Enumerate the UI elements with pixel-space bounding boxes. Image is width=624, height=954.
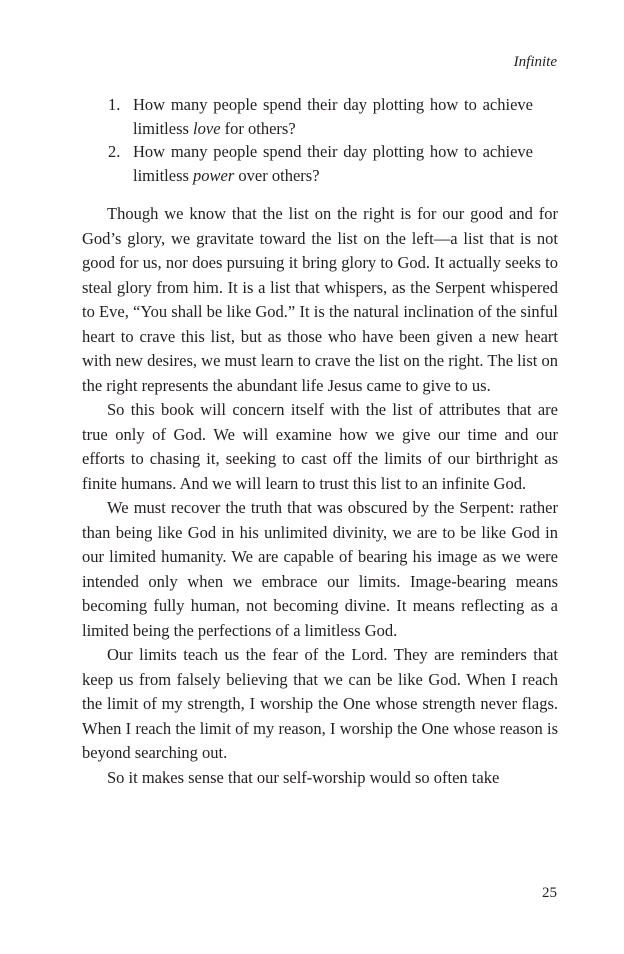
list-item [108, 93, 533, 140]
list-number: 1. [108, 95, 121, 114]
emphasis-text: power [193, 165, 235, 185]
list-item [108, 140, 533, 187]
question-list [108, 93, 533, 187]
list-text: How many people spend their day plotting how to achieve limitless power over others? [133, 142, 533, 185]
list-number: 2. [108, 142, 121, 161]
paragraph: Our limits teach us the fear of the Lord. They are reminders that keep us from falsely believing that we can be like God. When I reach the limit of my strength, I worship the One whose strength never flags. When I reach the limit of my reason, I worship the One whose reason is beyond searching out. [82, 645, 558, 762]
paragraph: Though we know that the list on the right is for our good and for God’s glory, we gravitate toward the list on the left—a list that is not good for us, nor does pursuing it bring glory to God. It actually seeks to steal glory from him. It is a list that whispers, as the Serpent whispered to Eve, “You shall be like God.” It is the natural inclination of the sinful heart to crave this list, but as those who have been given a new heart with new desires, we must learn to crave the list on the right. The list on the right represents the abundant life Jesus came to give to us. [82, 204, 558, 395]
emphasis-text: love [193, 118, 221, 138]
paragraph: We must recover the truth that was obscured by the Serpent: rather than being like God in his unlimited divinity, we are to be like God in our limited humanity. We are capable of bearing his image as we were intended only when we embrace our limits. Image-bearing means becoming fully human, not becoming divine. It means reflecting as a limited being the perfections of a limitless God. [82, 498, 558, 640]
body-text [82, 202, 558, 790]
running-head: Infinite [513, 54, 557, 70]
paragraph: So it makes sense that our self-worship would so often take [107, 767, 500, 787]
paragraph: So this book will concern itself with the list of attributes that are true only of God. We will examine how we give our time and our efforts to chasing it, seeking to cast off the limits of our birthright as finite humans. And we will learn to trust this list to an infinite God. [82, 400, 558, 493]
page-number: 25 [542, 885, 557, 901]
list-text: How many people spend their day plotting how to achieve limitless love for others? [133, 95, 533, 138]
